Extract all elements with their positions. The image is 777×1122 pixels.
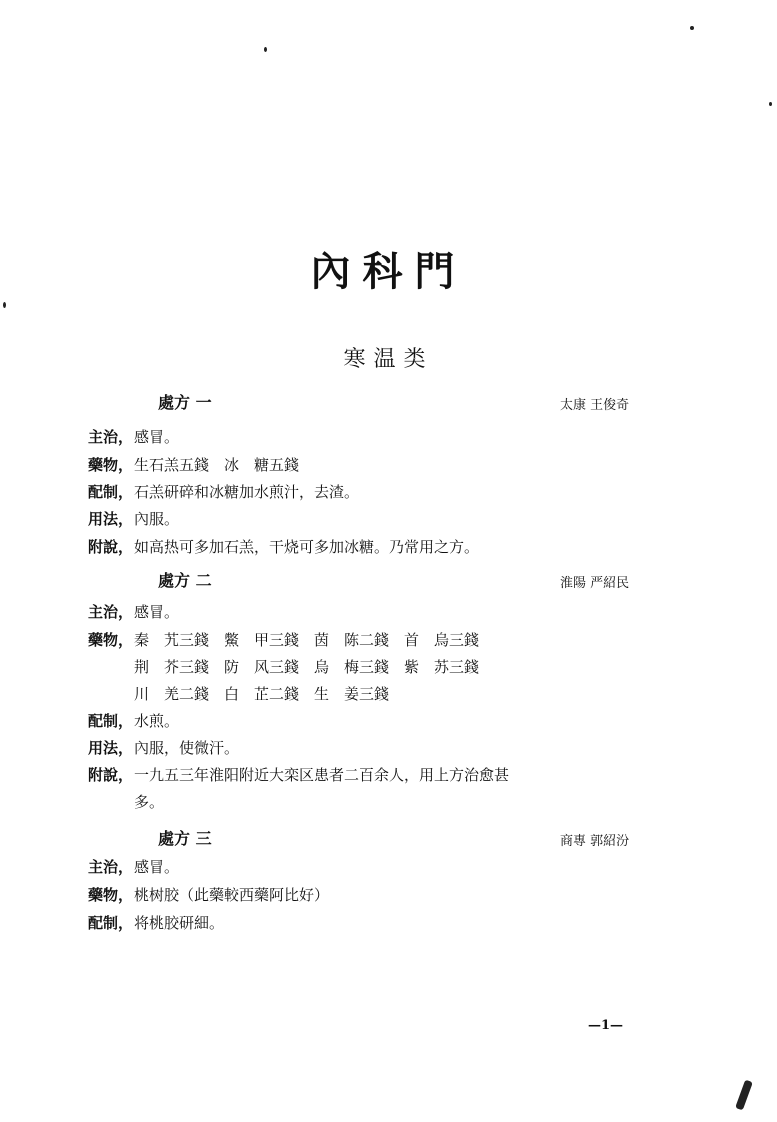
row-label: 附說， [88,766,134,784]
prescription-author: 太康 王俊奇 [560,398,630,413]
row-text: 石羔研碎和冰糖加水煎汁，去渣。 [134,483,360,501]
row-text: 桃树胶（此藥較西藥阿比好） [134,886,330,904]
row-text: 一九五三年淮阳附近大栾区患者二百余人，用上方治愈甚 [134,766,510,784]
row-text: 感冒。 [134,428,180,446]
scan-speck [769,102,772,106]
row-text: 內服，使微汗。 [134,739,240,757]
row-label: 用法， [88,510,134,528]
row-text: 秦 艽三錢 鱉 甲三錢 茵 陈二錢 首 烏三錢 [134,631,480,649]
prescription-heading: 處方 三 [158,829,212,848]
row-label: 藥物， [88,456,134,474]
prescription-author: 商專 郭紹汾 [560,834,630,849]
row-text: 生石羔五錢 冰 糖五錢 [134,456,300,474]
scan-speck [735,1080,753,1111]
prescription-author: 淮陽 严紹民 [560,576,630,591]
row-text: 荆 芥三錢 防 风三錢 烏 梅三錢 紫 苏三錢 [134,658,480,676]
scan-speck [264,47,267,52]
row-label: 主治， [88,603,134,621]
row-label: 主治， [88,858,134,876]
prescription-heading: 處方 二 [158,571,212,590]
row-text: 感冒。 [134,858,180,876]
row-label: 藥物， [88,886,134,904]
category-heading: 寒温类 [343,347,434,372]
row-text: 感冒。 [134,603,180,621]
scan-speck [3,302,6,308]
row-text: 川 羌二錢 白 芷二錢 生 姜三錢 [134,685,390,703]
row-label: 配制， [88,712,134,730]
scan-speck [690,26,694,30]
row-label: 配制， [88,914,134,932]
page-number: —1— [588,1018,624,1033]
row-label: 藥物， [88,631,134,649]
row-text: 如高热可多加石羔，干烧可多加冰糖。乃常用之方。 [134,538,480,556]
row-text: 将桃胶研細。 [134,914,225,932]
section-title: 內科門 [310,248,467,295]
row-label: 附說， [88,538,134,556]
row-label: 主治， [88,428,134,446]
row-text: 內服。 [134,510,180,528]
row-label: 配制， [88,483,134,501]
row-text: 多。 [134,793,165,811]
prescription-heading: 處方 一 [158,393,212,412]
row-text: 水煎。 [134,712,180,730]
row-label: 用法， [88,739,134,757]
